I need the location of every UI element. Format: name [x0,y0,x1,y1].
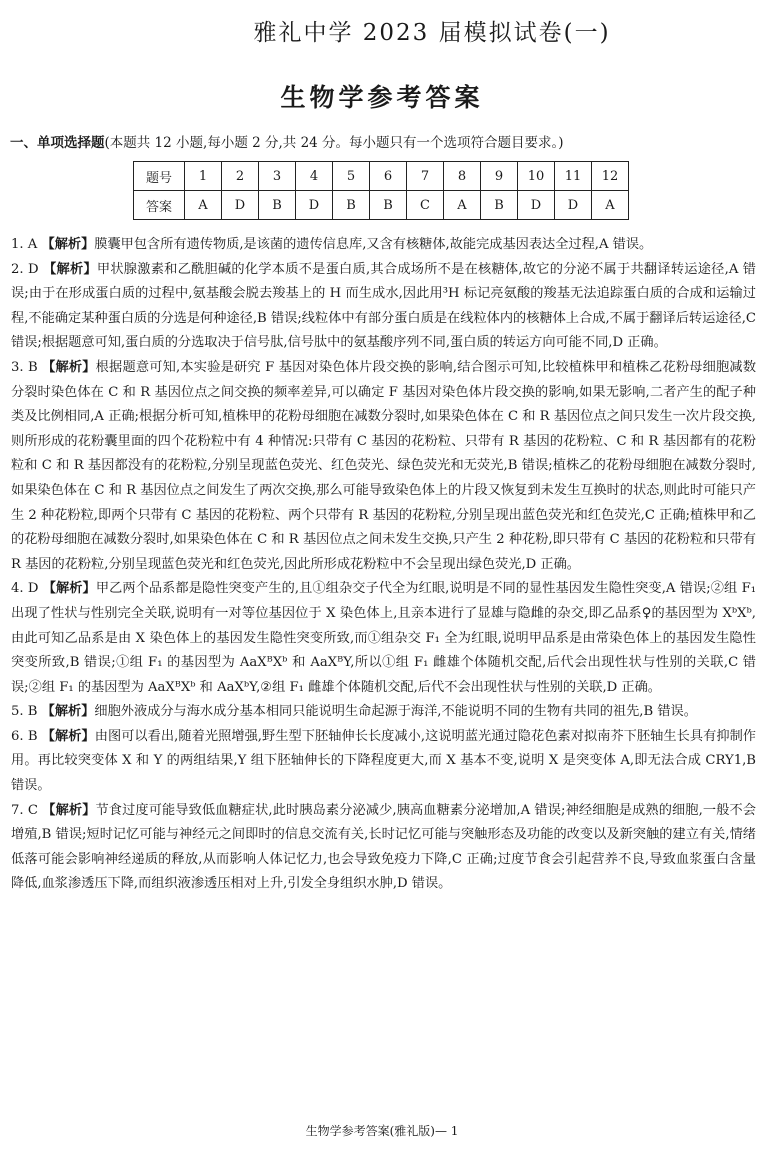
number-cell: 10 [518,162,555,191]
number-cell: 4 [296,162,333,191]
item-head: 5. B [11,704,38,720]
number-cell: 5 [333,162,370,191]
analysis-item-1 [11,233,756,258]
answer-cell: D [518,191,555,220]
number-cell: 8 [444,162,481,191]
item-head: 7. C [11,802,38,818]
item-head: 2. D [11,261,39,277]
section-header [10,134,755,152]
item-head: 6. B [11,728,38,744]
number-cell: 6 [370,162,407,191]
analysis-item-3 [11,356,756,577]
number-cell: 1 [185,162,222,191]
analysis-tag: 【解析】 [42,581,96,597]
item-head: 4. D [11,581,39,597]
analysis-item-4 [11,577,756,700]
section-instruction: (本题共 12 小题,每小题 2 分,共 24 分。每小题只有一个选项符合题目要求。) [104,135,564,151]
number-cell: 12 [592,162,629,191]
analysis-tag: 【解析】 [41,728,95,744]
analysis-text: 根据题意可知,本实验是研究 F 基因对染色体片段交换的影响,结合图示可知,比较植株甲和植株乙花粉母细胞减数分裂时染色体在 C 和 R 基因位点之间交换的频率差异,可以确定 F 基因对染色体片段交换的影响,如果无影响,二者产生的配子种类及比例相同,A 正确;根据分析可知,植株甲的花粉母细胞在减数分裂时,如果染色体在 C 和 R 基因位点之间只发生一次片段交换,则所形成的花粉囊里面的四个花粉粒中有 4 种情况:只带有 C 基因的花粉粒、只带有 R 基因的花粉粒、C 和 R 基因都有的花粉粒和 C 和 R 基因都没有的花粉粒,分别呈现蓝色荧光、红色荧光、绿色荧光和无荧光,B 错误;植株乙的花粉母细胞在减数分裂时,如果染色体在 C 和 R 基因位点之间发生了两次交换,那么可能导致染色体上的片段又恢复到未发生互换时的状态,则此时可能只产生 2 种花粉粒,即两个只带有 C 基因的花粉粒、两个只带有 R 基因的花粉粒,分别呈现出蓝色荧光和红色荧光,C 正确;植株甲和乙的花粉母细胞在减数分裂时,如果染色体在 C 和 R 基因位点之间未发生交换,只产生 2 种花粉,即只带有 C 基因的花粉粒和只带有 R 基因的花粉粒,分别呈现蓝色荧光和红色荧光,因此所形成花粉粒中不会呈现出绿色荧光,D 正确。 [11,359,757,572]
number-cell: 9 [481,162,518,191]
answer-cell: D [296,191,333,220]
answer-cell: B [259,191,296,220]
analysis-tag: 【解析】 [41,704,95,720]
answer-cell: A [185,191,222,220]
school-exam-title: 雅礼中学 2023 届模拟试卷(一) [253,20,611,46]
answer-cell: B [481,191,518,220]
answer-cell: D [555,191,592,220]
analysis-text: 膜囊甲包含所有遗传物质,是该菌的遗传信息库,又含有核糖体,故能完成基因表达全过程,A 错误。 [94,237,653,252]
analysis-tag: 【解析】 [41,237,95,252]
number-cell: 11 [555,162,592,191]
answer-cell: A [444,191,481,220]
answer-cell: D [222,191,259,220]
analysis-item-6 [11,725,756,799]
answer-cell: A [592,191,629,220]
row-label-number: 题号 [134,162,185,191]
number-cell: 7 [407,162,444,191]
section-title: 一、单项选择题 [10,135,105,151]
answer-table-number-row [134,162,629,191]
analysis-item-2 [11,258,756,356]
analysis-tag: 【解析】 [42,802,96,818]
page-footer: 生物学参考答案(雅礼版)— 1 [305,1124,459,1138]
analysis-item-7 [11,799,756,897]
analysis-tag: 【解析】 [43,261,97,277]
analysis-text: 细胞外液成分与海水成分基本相同只能说明生命起源于海洋,不能说明不同的生物有共同的祖先,B 错误。 [94,704,697,720]
answer-cell: B [370,191,407,220]
analysis-tag: 【解析】 [42,359,96,375]
analysis-list [11,233,756,897]
analysis-text: 由图可以看出,随着光照增强,野生型下胚轴伸长长度减小,这说明蓝光通过隐花色素对拟南芥下胚轴生长具有抑制作用。再比较突变体 X 和 Y 的两组结果,Y 组下胚轴伸长的下降程度更大,而 X 基本不变,说明 X 是突变体 A,即无法合成 CRY1,B 错误。 [11,728,756,794]
answer-table [133,161,629,220]
analysis-text: 节食过度可能导致低血糖症状,此时胰岛素分泌减少,胰高血糖素分泌增加,A 错误;神经细胞是成熟的细胞,一般不会增殖,B 错误;短时记忆可能与神经元之间即时的信息交流有关,长时记忆可能与突触形态及功能的改变以及新突触的建立有关,情绪低落可能会影响神经递质的释放,从而影响人体记忆力,也会导致免疫力下降,C 正确;过度节食会引起营养不良,导致血浆蛋白含量降低,血浆渗透压下降,而组织液渗透压相对上升,引发全身组织水肿,D 错误。 [11,802,756,892]
analysis-text: 甲乙两个品系都是隐性突变产生的,且①组杂交子代全为红眼,说明是不同的显性基因发生隐性突变,A 错误;②组 F₁ 出现了性状与性别完全关联,说明有一对等位基因位于 X 染色体上,且亲本进行了显雄与隐雌的杂交,即乙品系♀的基因型为 XᵇXᵇ,由此可知乙品系是由 X 染色体上的基因发生隐性突变所致,而①组杂交 F₁ 全为红眼,说明甲品系是由常染色体上的基因发生隐性突变所致,B 错误;①组 F₁ 的基因型为 AaXᴮXᵇ 和 AaXᴮY,所以①组 F₁ 雌雄个体随机交配,后代会出现性状与性别的关联,C 错误;②组 F₁ 的基因型为 AaXᴮXᵇ 和 AaXᵇY,②组 F₁ 雌雄个体随机交配,后代不会出现性状与性别的关联,D 正确。 [11,581,757,695]
answer-table-answer-row [134,191,629,220]
analysis-text: 甲状腺激素和乙酰胆碱的化学本质不是蛋白质,其合成场所不是在核糖体,故它的分泌不属于共翻译转运途径,A 错误;由于在形成蛋白质的过程中,氨基酸会脱去羧基上的 H 而生成水,因此用³H 标记亮氨酸的羧基无法追踪蛋白质的合成和运输过程,不能确定某种蛋白质的分选是何种途径,B 错误;线粒体中有部分蛋白质是在线粒体内的核糖体上合成,不属于翻译后转运途径,C 错误;根据题意可知,蛋白质的分选取决于信号肽,信号肽中的氨基酸序列不同,蛋白质的转运方向可能不同,D 正确。 [11,261,756,351]
answer-cell: C [407,191,444,220]
answer-cell: B [333,191,370,220]
row-label-answer: 答案 [134,191,185,220]
number-cell: 2 [222,162,259,191]
subject-title: 生物学参考答案 [280,83,484,112]
number-cell: 3 [259,162,296,191]
analysis-item-5 [11,700,756,725]
item-head: 1. A [11,237,38,252]
item-head: 3. B [11,359,38,375]
